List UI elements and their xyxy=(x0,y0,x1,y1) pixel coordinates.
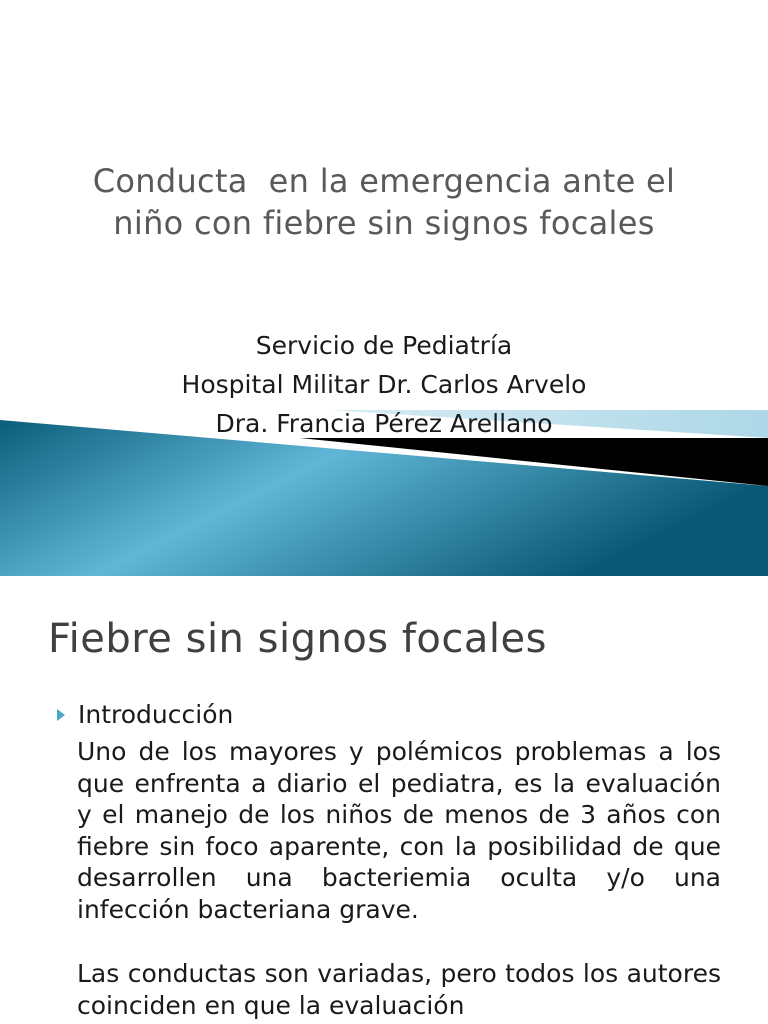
content-slide xyxy=(0,576,768,1024)
content-slide-title: Fiebre sin signos focales xyxy=(48,616,547,662)
slide-title xyxy=(0,160,768,244)
slide-title-line-2: niño con fiebre sin signos focales xyxy=(113,204,655,242)
subtitle-line-2: Hospital Militar Dr. Carlos Arvelo xyxy=(181,370,587,399)
bullet-item xyxy=(52,700,233,729)
slide-subtitle xyxy=(0,326,768,443)
bullet-label: Introducción xyxy=(78,700,234,729)
triangle-bullet-icon xyxy=(52,706,70,724)
intro-paragraph-2: Las conductas son variadas, pero todos los autores coinciden en que la evaluación xyxy=(77,959,721,1020)
slide-title-line-1: Conducta en la emergencia ante el xyxy=(92,162,676,200)
subtitle-line-3: Dra. Francia Pérez Arellano xyxy=(215,409,553,438)
intro-paragraph-1: Uno de los mayores y polémicos problemas a los que enfrenta a diario el pediatra, es la evaluación y el manejo de los niños de menos de 3 años con fiebre sin foco aparente, con la posibilidad de que desarrollen una bacteriemia oculta y/o una infección bacteriana grave. xyxy=(77,737,721,924)
subtitle-line-1: Servicio de Pediatría xyxy=(255,331,513,360)
